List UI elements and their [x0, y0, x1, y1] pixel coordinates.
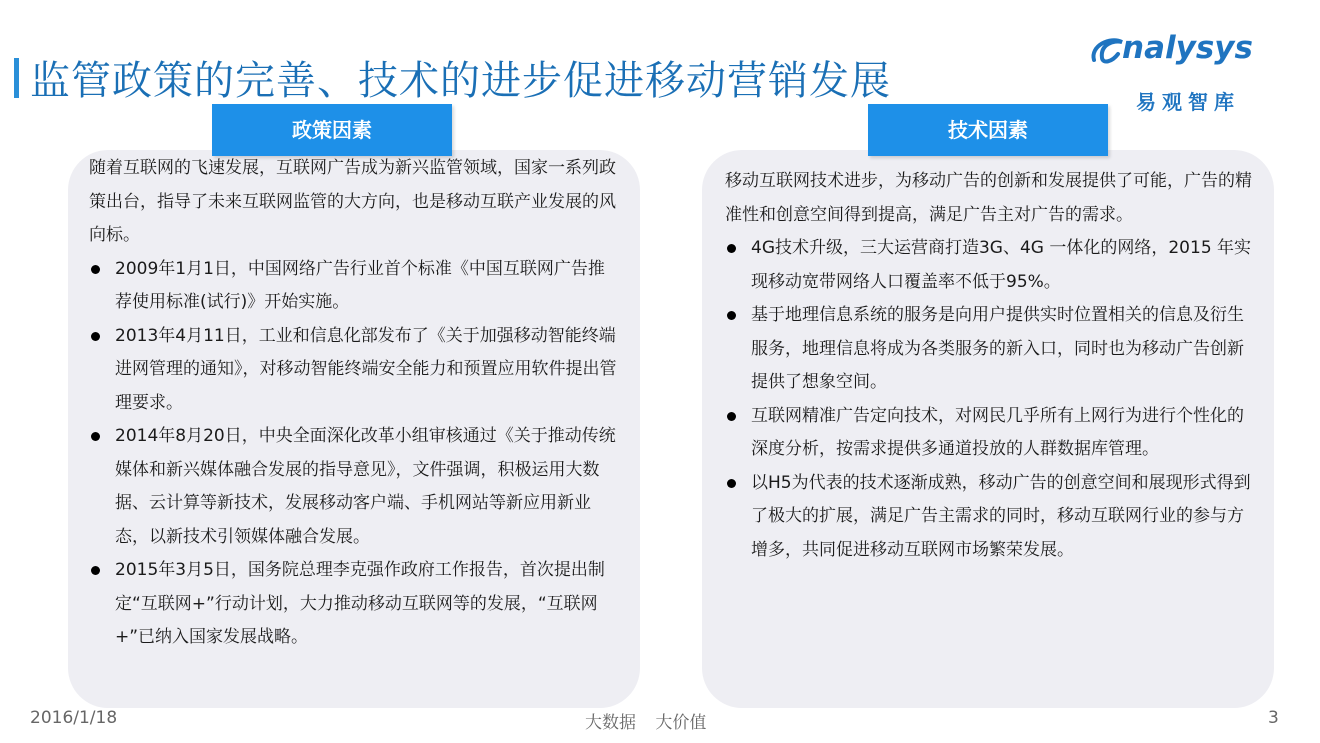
page-number: 3: [1268, 708, 1279, 728]
bullet-icon: [727, 244, 736, 253]
list-item: [89, 320, 621, 421]
policy-body: [89, 152, 621, 655]
list-item: [725, 467, 1257, 568]
policy-bullet-list: [89, 253, 621, 655]
bullet-text: 4G技术升级，三大运营商打造3G、4G 一体化的网络，2015 年实现移动宽带网络人口覆盖率不低于95%。: [751, 238, 1252, 292]
policy-intro: 随着互联网的飞速发展，互联网广告成为新兴监管领域，国家一系列政策出台，指导了未来互联网监管的大方向，也是移动互联产业发展的风向标。: [89, 158, 616, 245]
bullet-icon: [727, 412, 736, 421]
bullet-icon: [91, 566, 100, 575]
list-item: [725, 400, 1257, 467]
list-item: [725, 299, 1257, 400]
list-item: [89, 554, 621, 655]
list-item: [89, 420, 621, 554]
technology-bullet-list: [725, 232, 1257, 567]
title-accent-bar: [14, 58, 19, 98]
list-item: [89, 253, 621, 320]
bullet-text: 2015年3月5日，国务院总理李克强作政府工作报告，首次提出制定“互联网+”行动计划，大力推动移动互联网等的发展，“互联网+”已纳入国家发展战略。: [115, 560, 605, 647]
bullet-text: 2009年1月1日，中国网络广告行业首个标准《中国互联网广告推荐使用标准(试行)》开始实施。: [115, 258, 605, 312]
footer-date: 2016/1/18: [30, 708, 118, 728]
bullet-text: 2014年8月20日，中央全面深化改革小组审核通过《关于推动传统媒体和新兴媒体融合发展的指导意见》，文件强调，积极运用大数据、云计算等新技术，发展移动客户端、手机网站等新应用新业态，以新技术引领媒体融合发展。: [115, 426, 616, 547]
bullet-icon: [91, 432, 100, 441]
bullet-icon: [727, 479, 736, 488]
logo-english-text: nalysys: [1122, 30, 1253, 66]
list-item: [725, 232, 1257, 299]
bullet-icon: [727, 311, 736, 320]
policy-header: 政策因素: [212, 104, 452, 156]
bullet-icon: [91, 265, 100, 274]
technology-body: [725, 165, 1257, 567]
logo-chinese-text: 易观智库: [1136, 90, 1240, 114]
bullet-icon: [91, 332, 100, 341]
technology-header: 技术因素: [868, 104, 1108, 156]
technology-intro: 移动互联网技术进步，为移动广告的创新和发展提供了可能，广告的精准性和创意空间得到提高，满足广告主对广告的需求。: [725, 171, 1252, 225]
footer-slogan: 大数据 大价值: [585, 713, 707, 733]
bullet-text: 2013年4月11日，工业和信息化部发布了《关于加强移动智能终端进网管理的通知》，对移动智能终端安全能力和预置应用软件提出管理要求。: [115, 325, 617, 413]
bullet-text: 互联网精准广告定向技术，对网民几乎所有上网行为进行个性化的深度分析，按需求提供多通道投放的人群数据库管理。: [751, 405, 1244, 459]
bullet-text: 基于地理信息系统的服务是向用户提供实时位置相关的信息及衍生服务，地理信息将成为各类服务的新入口，同时也为移动广告创新提供了想象空间。: [751, 305, 1244, 392]
bullet-text: 以H5为代表的技术逐渐成熟，移动广告的创意空间和展现形式得到了极大的扩展，满足广告主需求的同时，移动互联网行业的参与方增多，共同促进移动互联网市场繁荣发展。: [751, 472, 1251, 560]
analysys-logo: [1088, 30, 1288, 120]
page-title: 监管政策的完善、技术的进步促进移动营销发展: [30, 58, 891, 104]
